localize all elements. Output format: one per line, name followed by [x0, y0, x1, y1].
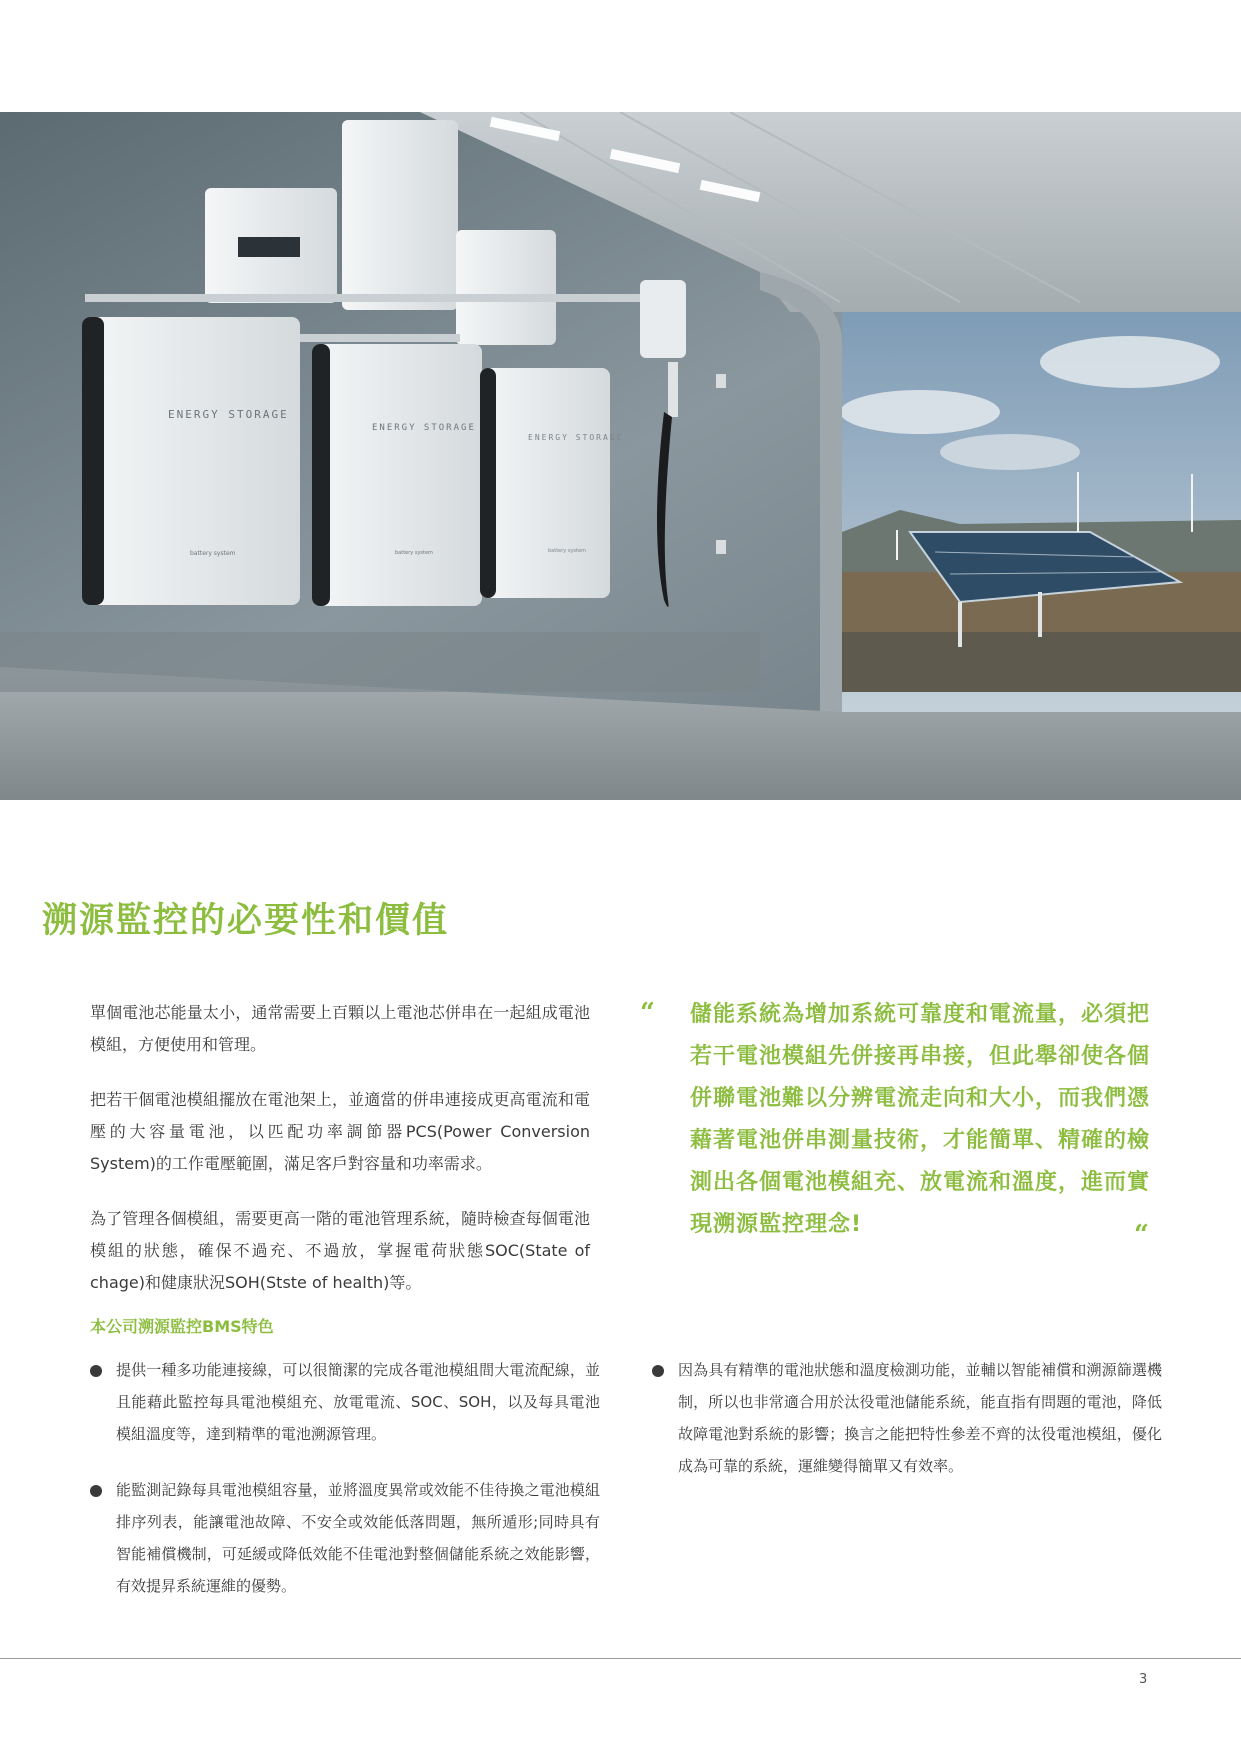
bullet-dot-icon [90, 1485, 102, 1497]
open-quote-mark: “ [640, 998, 655, 1028]
quote-text: 儲能系統為增加系統可靠度和電流量，必須把若干電池模組先併接再串接，但此舉卻使各個併聯電池難以分辨電流走向和大小，而我們憑藉著電池併串測量技術，才能簡單、精確的檢測出各個電池模組充、放電流和溫度，進而實現溯源監控理念! [690, 1002, 1151, 1237]
feature-item-text: 能監測記錄每具電池模組容量，並將溫度異常或效能不佳待換之電池模組排序列表，能讓電池故障、不安全或效能低落問題，無所遁形;同時具有智能補償機制，可延緩或降低效能不佳電池對整個儲能系統之效能影響，有效提昇系統運維的優勢。 [116, 1481, 600, 1595]
hero-photo [0, 112, 1241, 800]
pull-quote [640, 994, 1160, 1250]
feature-list-left [90, 1354, 600, 1626]
feature-item [90, 1474, 600, 1602]
feature-item [652, 1354, 1162, 1482]
close-quote-mark: “ [1134, 1220, 1149, 1250]
intro-paragraph-1: 單個電池芯能量太小，通常需要上百顆以上電池芯併串在一起組成電池模組，方便使用和管理。 [90, 1003, 590, 1054]
feature-item-text: 因為具有精準的電池狀態和溫度檢測功能，並輔以智能補償和溯源篩選機制，所以也非常適合用於汰役電池儲能系統，能直指有問題的電池，降低故障電池對系統的影響；換言之能把特性參差不齊的汰役電池模組，優化成為可靠的系統，運維變得簡單又有效率。 [678, 1361, 1162, 1475]
footer-divider [0, 1658, 1241, 1659]
module-sublabel-2: battery system [395, 550, 433, 556]
battery-module-3 [480, 368, 610, 598]
module-sublabel-3: battery system [548, 548, 586, 554]
features-heading: 本公司溯源監控BMS特色 [90, 1317, 274, 1336]
feature-list-right [652, 1354, 1162, 1506]
energy-storage-garage-illustration [0, 112, 1241, 800]
module-label-3: ENERGY STORAGE [528, 433, 624, 442]
battery-module-1 [82, 317, 300, 605]
module-sublabel-1: battery system [190, 550, 236, 557]
bullet-dot-icon [652, 1365, 664, 1377]
intro-column [90, 997, 590, 1322]
feature-item [90, 1354, 600, 1450]
page-number: 3 [1139, 1672, 1148, 1687]
bullet-dot-icon [90, 1365, 102, 1377]
intro-paragraph-2: 把若干個電池模組擺放在電池架上，並適當的併串連接成更高電流和電壓的大容量電池，以匹配功率調節器PCS(Power Conversion System)的工作電壓範圍，滿足客戶對容量和功率需求。 [90, 1090, 590, 1173]
intro-paragraph-3: 為了管理各個模組，需要更高一階的電池管理系統，隨時檢查每個電池模組的狀態，確保不過充、不過放，掌握電荷狀態SOC(State of chage)和健康狀況SOH(Stste of health)等。 [90, 1209, 590, 1292]
battery-module-2 [312, 344, 482, 606]
section-title: 溯源監控的必要性和價值 [42, 901, 450, 941]
module-label-2: ENERGY STORAGE [372, 423, 476, 433]
feature-item-text: 提供一種多功能連接線，可以很簡潔的完成各電池模組間大電流配線，並且能藉此監控每具電池模組充、放電電流、SOC、SOH，以及每具電池模組溫度等，達到精準的電池溯源管理。 [116, 1361, 600, 1443]
module-label-1: ENERGY STORAGE [168, 408, 289, 421]
